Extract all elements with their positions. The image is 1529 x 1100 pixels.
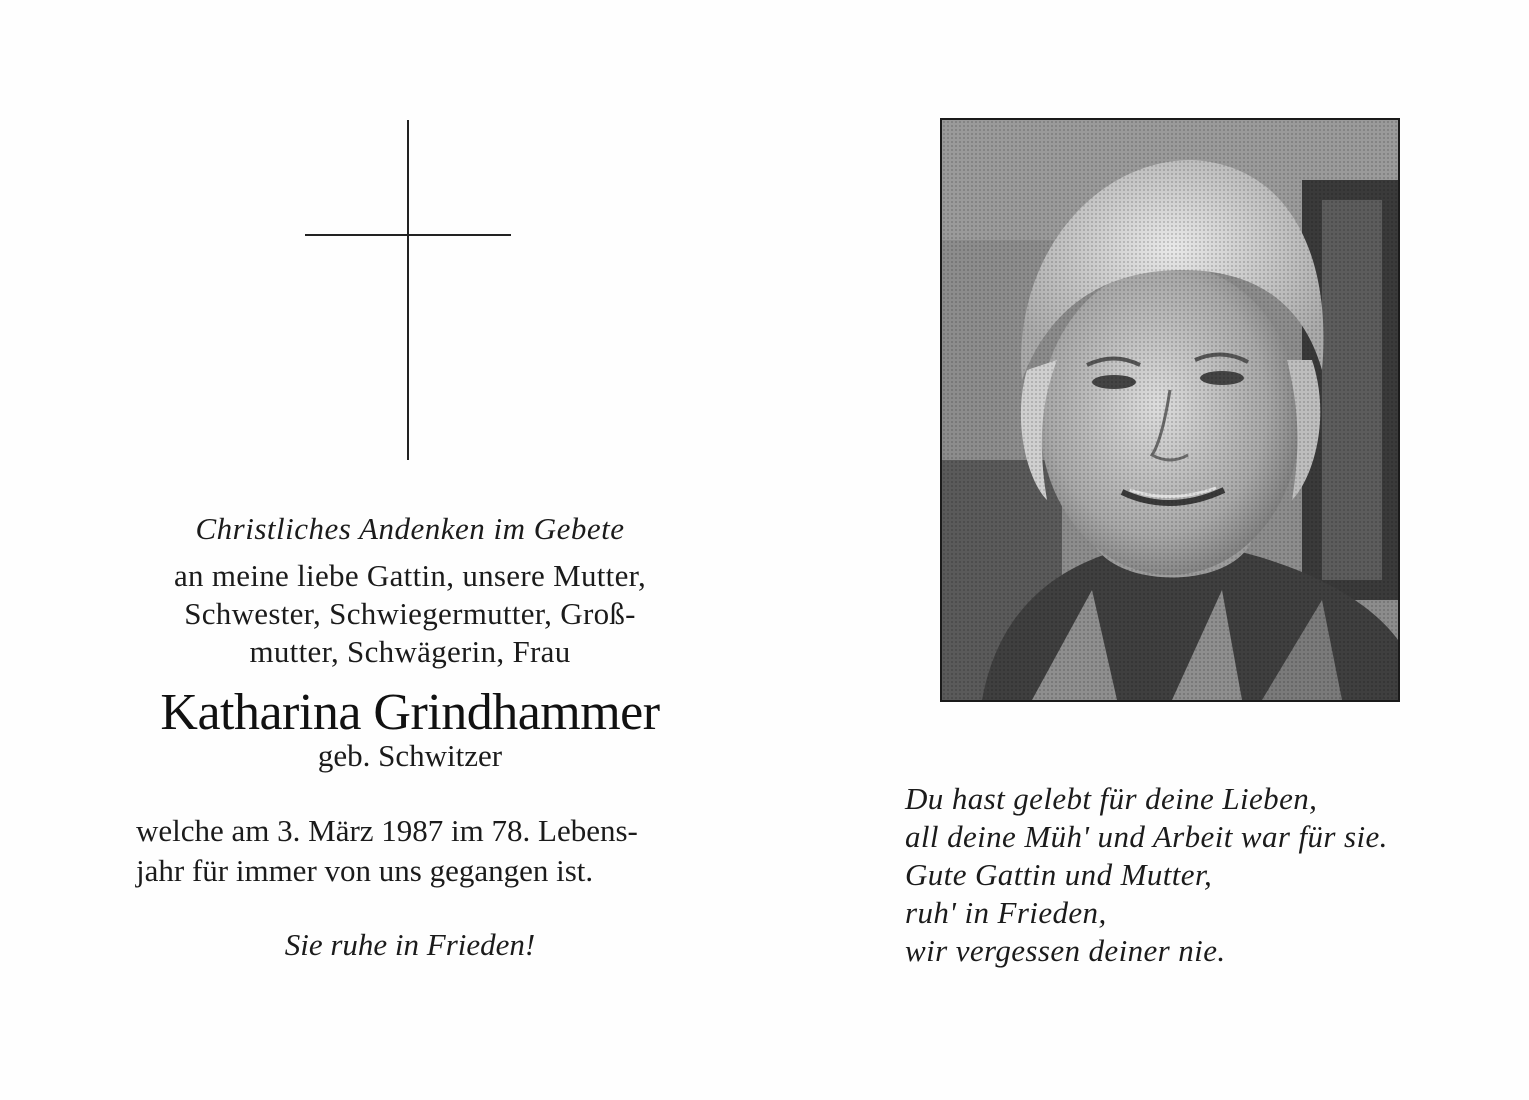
maiden-name: geb. Schwitzer bbox=[317, 738, 503, 773]
poem-line: ruh' in Frieden, bbox=[905, 895, 1107, 930]
death-notice-line: jahr für immer von uns gegangen ist. bbox=[136, 853, 594, 888]
dedication-line: mutter, Schwägerin, Frau bbox=[249, 634, 571, 669]
portrait-image bbox=[942, 120, 1398, 700]
poem-line: Gute Gattin und Mutter, bbox=[905, 857, 1213, 892]
memorial-text bbox=[120, 505, 700, 965]
deceased-name: Katharina Grindhammer bbox=[160, 684, 660, 741]
closing-blessing: Sie ruhe in Frieden! bbox=[284, 927, 536, 962]
cross-horizontal-bar bbox=[305, 234, 511, 236]
dedication-line: Schwester, Schwiegermutter, Groß- bbox=[184, 596, 636, 631]
portrait-photo bbox=[940, 118, 1400, 702]
dedication bbox=[120, 557, 700, 671]
poem-line: all deine Müh' und Arbeit war für sie. bbox=[905, 819, 1388, 854]
memorial-poem bbox=[905, 780, 1485, 970]
death-notice-line: welche am 3. März 1987 im 78. Lebens- bbox=[136, 813, 638, 848]
cross-vertical-bar bbox=[407, 120, 409, 460]
poem-line: Du hast gelebt für deine Lieben, bbox=[905, 781, 1318, 816]
poem-line: wir vergessen deiner nie. bbox=[905, 933, 1226, 968]
memorial-heading: Christliches Andenken im Gebete bbox=[195, 511, 625, 546]
dedication-line: an meine liebe Gattin, unsere Mutter, bbox=[173, 558, 647, 593]
death-notice bbox=[120, 811, 700, 891]
